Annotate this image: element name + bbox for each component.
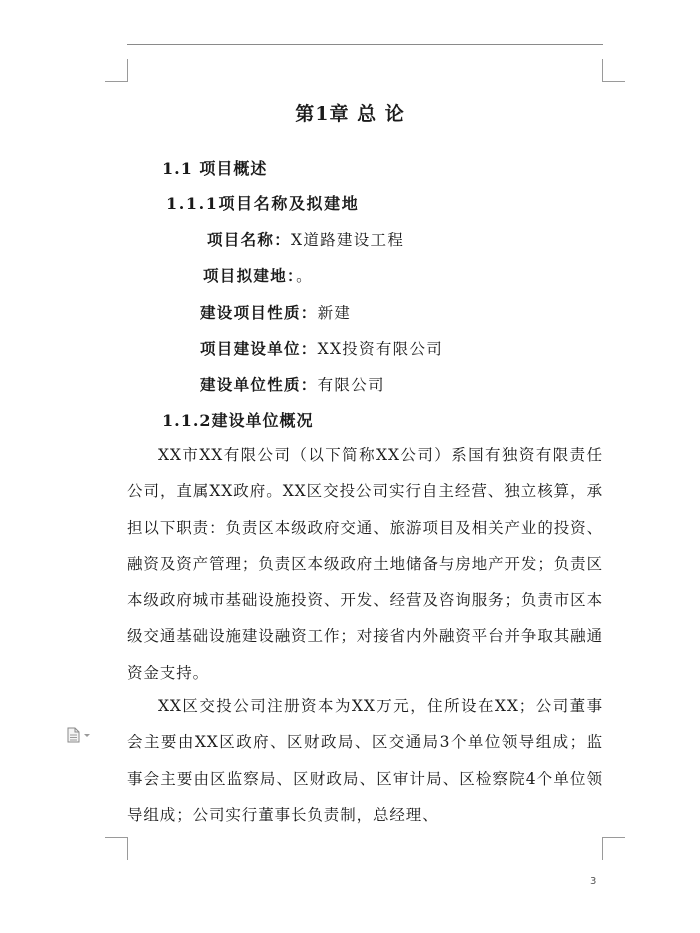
field-construction-unit bbox=[200, 337, 443, 359]
crop-mark-bottom-left bbox=[105, 837, 128, 860]
field-project-site bbox=[203, 264, 313, 286]
field-project-nature bbox=[200, 301, 351, 323]
field-label: 项目名称： bbox=[207, 230, 292, 249]
body-paragraph: XX区交投公司注册资本为XX万元，住所设在XX；公司董事会主要由XX区政府、区财政局、区交通局3个单位领导组成；监事会主要由区监察局、区财政局、区审计局、区检察院4个单位领导组成；公司实行董事长负责制，总经理、 bbox=[127, 697, 603, 824]
field-label: 建设单位性质： bbox=[200, 375, 318, 394]
field-label: 项目拟建地： bbox=[203, 266, 297, 285]
field-value: 新建 bbox=[317, 304, 352, 322]
section-heading-1-1-1: 1.1.1项目名称及拟建地 bbox=[166, 194, 360, 213]
header-rule bbox=[127, 44, 603, 45]
crop-mark-top-left bbox=[105, 59, 128, 82]
chapter-title: 第1章 总 论 bbox=[295, 103, 405, 125]
crop-mark-bottom-right bbox=[602, 837, 625, 860]
section-heading-1-1: 1.1 项目概述 bbox=[162, 159, 268, 178]
field-value: 有限公司 bbox=[317, 376, 385, 394]
body-paragraph: XX市XX有限公司（以下简称XX公司）系国有独资有限责任公司，直属XX政府。XX区交投公司实行自主经营、独立核算，承担以下职责：负责区本级政府交通、旅游项目及相关产业的投资、融资及资产管理；负责区本级政府土地储备与房地产开发；负责区本级政府城市基础设施投资、开发、经营及咨询服务；负责市区本级交通基础设施建设融资工作；对接省内外融资平台并争取其融通资金支持。 bbox=[127, 446, 603, 682]
section-heading-1-1-2: 1.1.2建设单位概况 bbox=[162, 411, 314, 430]
field-value: 。 bbox=[296, 267, 313, 285]
document-options-icon[interactable] bbox=[66, 727, 82, 743]
field-value: XX投资有限公司 bbox=[317, 340, 444, 358]
field-label: 建设项目性质： bbox=[200, 303, 318, 322]
field-value: X道路建设工程 bbox=[291, 231, 405, 249]
field-project-name bbox=[207, 228, 404, 250]
page-number: 3 bbox=[590, 876, 597, 887]
field-label: 项目建设单位： bbox=[200, 339, 318, 358]
crop-mark-top-right bbox=[602, 59, 625, 82]
field-unit-nature bbox=[200, 373, 385, 395]
